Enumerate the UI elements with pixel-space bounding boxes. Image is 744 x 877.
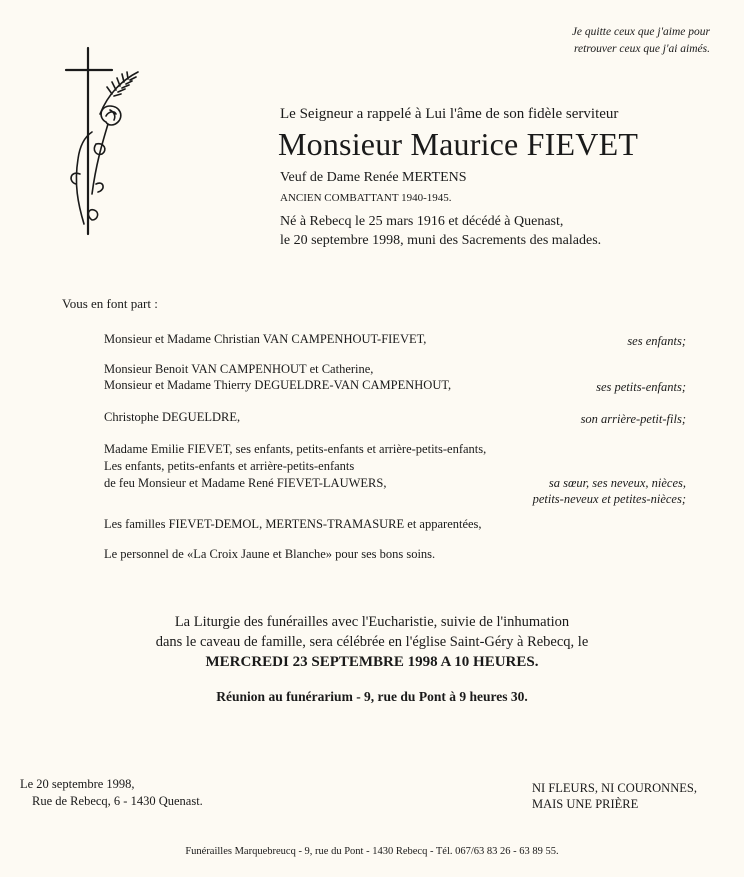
liturgy-line-2: dans le caveau de famille, sera célébrée en l'église Saint-Géry à Rebecq, le xyxy=(155,634,589,650)
family-great-grandson-role: son arrière-petit-fils; xyxy=(580,412,686,426)
epigraph-line-1: Je quitte ceux que j'aime pour xyxy=(571,26,710,38)
deceased-name: Monsieur Maurice FIEVET xyxy=(278,126,639,162)
family-children-role: ses enfants; xyxy=(627,334,686,348)
family-sister-2: Les enfants, petits-enfants et arrière-petits-enfants xyxy=(104,459,355,473)
family-grandchildren-role: ses petits-enfants; xyxy=(596,380,686,394)
bio-line-1: Né à Rebecq le 25 mars 1916 et décédé à Quenast, xyxy=(280,214,564,229)
epigraph-line-2: retrouver ceux que j'ai aimés. xyxy=(573,43,710,55)
veteran-line: ANCIEN COMBATTANT 1940-1945. xyxy=(280,192,452,204)
place-date-line-2: Rue de Rebecq, 6 - 1430 Quenast. xyxy=(32,794,203,808)
family-families: Les familles FIEVET-DEMOL, MERTENS-TRAMASURE et apparentées, xyxy=(104,517,482,531)
cross-with-wheat-and-rose-icon xyxy=(56,44,146,240)
liturgy-line-1: La Liturgie des funérailles avec l'Eucharistie, suivie de l'inhumation xyxy=(174,614,570,630)
family-sister-role-1: sa sœur, ses neveux, nièces, xyxy=(548,476,686,490)
funeral-home-footer: Funérailles Marquebreucq - 9, rue du Pont - 1430 Rebecq - Tél. 067/63 83 26 - 63 89 55. xyxy=(185,846,559,857)
no-flowers-note xyxy=(532,780,697,812)
bio xyxy=(280,212,601,250)
place-date-line-1: Le 20 septembre 1998, xyxy=(20,777,135,791)
family-staff: Le personnel de «La Croix Jaune et Blanche» pour ses bons soins. xyxy=(104,547,436,561)
liturgy-date: MERCREDI 23 SEPTEMBRE 1998 A 10 HEURES. xyxy=(205,654,539,670)
family-sister-1: Madame Emilie FIEVET, ses enfants, petits-enfants et arrière-petits-enfants, xyxy=(104,442,487,456)
family-grandchildren-1: Monsieur Benoit VAN CAMPENHOUT et Catherine, xyxy=(104,362,374,376)
intro-line: Vous en font part : xyxy=(62,296,158,311)
announcement: Le Seigneur a rappelé à Lui l'âme de son fidèle serviteur xyxy=(280,106,619,122)
no-flowers-line-1: NI FLEURS, NI COURONNES, xyxy=(532,781,697,795)
widower-line: Veuf de Dame Renée MERTENS xyxy=(280,170,467,185)
epigraph xyxy=(572,24,710,58)
family-children: Monsieur et Madame Christian VAN CAMPENHOUT-FIEVET, xyxy=(104,332,427,346)
place-date xyxy=(20,776,203,810)
gathering-line: Réunion au funérarium - 9, rue du Pont à 9 heures 30. xyxy=(216,689,528,704)
no-flowers-line-2: MAIS UNE PRIÈRE xyxy=(532,797,639,811)
family-sister-3: de feu Monsieur et Madame René FIEVET-LAUWERS, xyxy=(104,476,387,490)
bio-line-2: le 20 septembre 1998, muni des Sacrements des malades. xyxy=(280,233,602,248)
family-great-grandson: Christophe DEGUELDRE, xyxy=(104,410,241,424)
family-sister-role-2: petits-neveux et petites-nièces; xyxy=(532,492,686,506)
liturgy xyxy=(0,612,744,672)
family-grandchildren-2: Monsieur et Madame Thierry DEGUELDRE-VAN CAMPENHOUT, xyxy=(104,378,452,392)
